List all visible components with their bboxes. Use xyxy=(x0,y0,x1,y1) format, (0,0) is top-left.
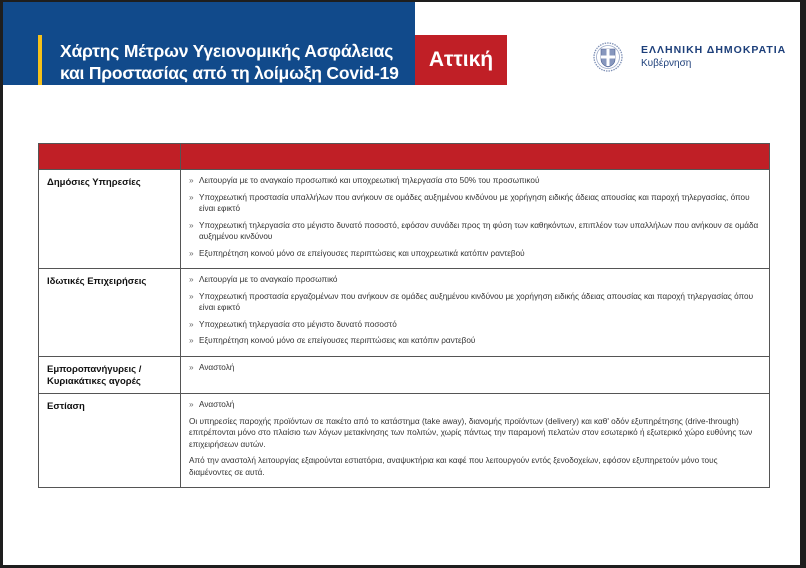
category-label: Εστίαση xyxy=(47,401,85,412)
paragraph: Από την αναστολή λειτουργίας εξαιρούνται εστιατόρια, αναψυκτήρια και καφέ που λειτουργούν εντός ξενοδοχείων, εφόσον εξυπηρετούν μόνο τους διαμένοντες σε αυτά. xyxy=(189,456,718,477)
bullet-icon: » xyxy=(189,291,194,301)
bullet-icon: » xyxy=(189,248,194,258)
bullet-icon: » xyxy=(189,400,194,409)
bullet-icon: » xyxy=(189,192,194,202)
category-label: Εμποροπανήγυρεις / Κυριακάτικες αγορές xyxy=(47,364,142,387)
table-header-row xyxy=(39,144,770,170)
table-row xyxy=(39,394,770,488)
measures-cell xyxy=(181,269,769,356)
title-line-2: και Προστασίας από τη λοίμωξη Covid-19 xyxy=(60,63,399,83)
table-row xyxy=(39,170,770,269)
bullet-icon: » xyxy=(189,275,194,284)
category-label: Δημόσιες Υπηρεσίες xyxy=(47,177,141,188)
table-row xyxy=(39,269,770,357)
list-item: » Υποχρεωτική προστασία εργαζομένων που ανήκουν σε ομάδες αυξημένου κινδύνου με χορήγηση ειδικής άδειας απουσίας και παροχή τηλεργασίας όπου είναι εφικτό xyxy=(189,291,754,312)
accent-bar xyxy=(38,35,42,85)
government-subtitle: Κυβέρνηση xyxy=(641,58,692,69)
greek-coat-of-arms-icon xyxy=(593,42,623,72)
bullet-icon: » xyxy=(189,319,194,329)
list-item: » Εξυπηρέτηση κοινού μόνο σε επείγουσες περιπτώσεις και κατόπιν ραντεβού xyxy=(189,336,476,345)
list-item: » Υποχρεωτική τηλεργασία στο μέγιστο δυνατό ποσοστό, εφόσον συνάδει προς τη φύση των καθηκόντων, επιπλέον των υπαλλήλων που ανήκουν σε ομάδα αυξημένου κινδύνου xyxy=(189,220,759,241)
list-item: » Λειτουργία με το αναγκαίο προσωπικό xyxy=(189,275,338,284)
list-item: » Εξυπηρέτηση κοινού μόνο σε επείγουσες περιπτώσεις και υποχρεωτικά κατόπιν ραντεβού xyxy=(189,248,525,258)
bullet-icon: » xyxy=(189,220,194,230)
list-item: » Αναστολή xyxy=(189,400,235,409)
measures-cell xyxy=(181,394,769,487)
measures-table xyxy=(38,143,770,488)
region-badge: Αττική xyxy=(415,35,507,85)
list-item: » Υποχρεωτική τηλεργασία στο μέγιστο δυνατό ποσοστό xyxy=(189,319,397,329)
bullet-icon: » xyxy=(189,176,194,185)
bullet-icon: » xyxy=(189,363,194,372)
government-name: ΕΛΛΗΝΙΚΗ ΔΗΜΟΚΡΑΤΙΑ xyxy=(641,44,787,56)
list-item: » Υποχρεωτική προστασία υπαλλήλων που ανήκουν σε ομάδες αυξημένου κινδύνου με χορήγηση ειδικής άδειας απουσίας και παροχή τηλεργασίας, όπου είναι εφικτό xyxy=(189,192,750,213)
document-page xyxy=(3,2,800,565)
measures-cell xyxy=(181,170,769,268)
title-line-1: Χάρτης Μέτρων Υγειονομικής Ασφάλειας xyxy=(60,41,394,61)
table-row xyxy=(39,357,770,394)
government-logo xyxy=(593,42,786,72)
header-cell-measures xyxy=(181,144,770,170)
category-label: Ιδωτικές Επιχειρήσεις xyxy=(47,276,147,287)
bullet-icon: » xyxy=(189,336,194,345)
measures-cell xyxy=(181,357,769,383)
header-cell-category xyxy=(39,144,181,170)
paragraph: Οι υπηρεσίες παροχής προϊόντων σε πακέτο από το κατάστημα (take away), διανομής προϊόντων (delivery) και καθ' οδόν εξυπηρέτησης (drive-through) επιτρέπονται μόνο στο πλαίσιο των λόγων μετακίνησης των πολιτών, χωρίς πάντως την παραμονή πελατών στον εσωτερικό ή εξωτερικό χώρο ευθύνης των επιχειρήσεων αυτών. xyxy=(189,416,753,449)
list-item: » Αναστολή xyxy=(189,363,235,372)
page-title xyxy=(60,40,399,84)
list-item: » Λειτουργία με το αναγκαίο προσωπικό και υποχρεωτική τηλεργασία στο 50% του προσωπικού xyxy=(189,176,540,185)
